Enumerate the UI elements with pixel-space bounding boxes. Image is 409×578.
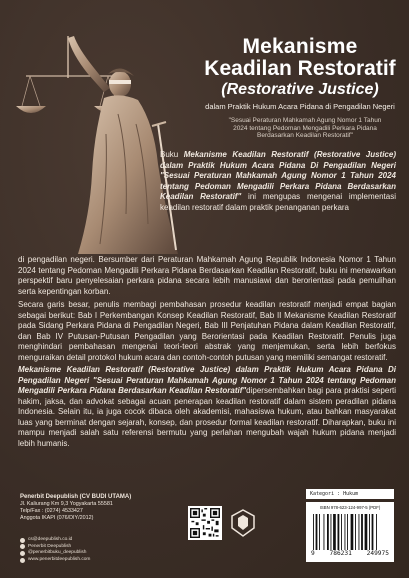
category-label: Kategori : Hukum	[306, 489, 394, 499]
publisher-info	[20, 494, 180, 522]
publisher-email: cs@deepublish.co.id	[28, 537, 73, 542]
lady-justice-illustration	[8, 14, 208, 254]
blurb-paragraph-2: Secara garis besar, penulis membagi pembahasan prosedur keadilan restoratif menjadi empat bagian sebagai berikut: Bab I Perkembangan Konsep Keadilan Restoratif, Bab II Mekanisme Keadilan Restoratif pada Sidang Perkara Pidana di Pengadilan Negeri, Bab III Penjatuhan Pidana dalam Keadilan Restoratif, dan Bab IV Putusan-Putusan Pengadilan yang Berorientasi pada Keadilan Restoratif. Penulis juga menghindari pembahasan mengenai teori-teori abstrak yang menjemukan, serta lebih berfokus menguraikan detail protokol hukum acara dan contoh-contoh putusan yang memiliki semangat restoratif.	[18, 300, 396, 362]
publisher-contacts	[20, 537, 90, 563]
globe-icon	[20, 558, 25, 563]
blurb-paragraph-1: Buku Mekanisme Keadilan Restoratif (Restorative Justice) dalam Praktik Hukum Acara Pidana Di Pengadilan Negeri "Sesuai Peraturan Mahkamah Agung Nomor 1 Tahun 2024 tentang Pedoman Mengadili Perkara Pidana Berdasarkan Keadilan Restoratif" ini mengupas mengenai implementasi keadilan restoratif dalam praktik penanganan perkara	[160, 150, 396, 212]
book-subnote: "Sesuai Peraturan Mahkamah Agung Nomor 1 Tahun 2024 tentang Pedoman Mengadili Perkara Pidana Berdasarkan Keadilan Restoratif"	[228, 117, 382, 139]
qr-code-icon	[188, 506, 222, 540]
barcode-digits: 9 786231 249975	[311, 550, 389, 557]
publisher-address: Jl. Kaliurang Km 9,3 Yogyakarta 55581	[20, 501, 113, 507]
book-subtitle: dalam Praktik Hukum Acara Pidana di Pengadilan Negeri	[205, 102, 395, 111]
instagram-icon	[20, 551, 25, 556]
book-title-line1: Mekanisme	[242, 35, 358, 58]
blurb-paragraph-1-continued: di pengadilan negeri. Bersumber dari Peraturan Mahkamah Agung Republik Indonesia Nomor 1 Tahun 2024 tentang Pedoman Mengadili Perkara Pidana Berdasarkan Keadilan Restoratif, buku ini menawarkan perspektif baru penyelesaian perkara pidana secara lebih manusiawi dan berorientasi pada pemulihan serta kepentingan korban.	[18, 255, 396, 296]
isbn-barcode	[306, 502, 394, 562]
barcode-bars	[313, 514, 389, 550]
publisher-member: Anggota IKAPI (076/DIY/2012)	[20, 515, 94, 521]
publisher-website: www.penerbitdeepublish.com	[28, 556, 91, 562]
publisher-phone: Telp/Fax : (0274) 4533427	[20, 508, 83, 514]
book-title-line3: (Restorative Justice)	[221, 81, 379, 98]
blurb-paragraph-3: Mekanisme Keadilan Restoratif (Restorative Justice) dalam Praktik Hukum Acara Pidana Di Pengadilan Negeri "Sesuai Peraturan Mahkamah Agung Nomor 1 Tahun 2024 tentang Pedoman Mengadili Perkara Pidana Berdasarkan Keadilan Restoratif"dipersembahkan bagi para praktisi seperti hakim, jaksa, dan advokat sebagai acuan penerapan keadilan restoratif dalam sistem peradilan pidana Indonesia. Selain itu, ia juga cocok dibaca oleh akademisi, mahasiswa hukum, atau bahkan masyarakat luas yang berminat dengan sejarah, konsep, dan prosedur formal keadilan restoratif. Diharapkan, buku ini mampu menjadi salah satu referensi bermutu yang perlahan mengubah wajah hukum pidana menjadi lebih humanis.	[18, 365, 396, 448]
book-title-line2: Keadilan Restoratif	[204, 57, 396, 80]
isbn-text: ISBN 978-623-124-997-5 (PDF)	[319, 505, 381, 510]
title-block	[200, 36, 400, 140]
email-icon	[20, 538, 25, 543]
facebook-icon	[20, 544, 25, 549]
publisher-logo	[230, 508, 256, 538]
publisher-instagram: @penerbitbuku_deepublish	[28, 550, 87, 556]
publisher-name: Penerbit Deepublish (CV BUDI UTAMA)	[20, 494, 132, 500]
publisher-facebook: Penerbit Deepublish	[28, 543, 72, 549]
